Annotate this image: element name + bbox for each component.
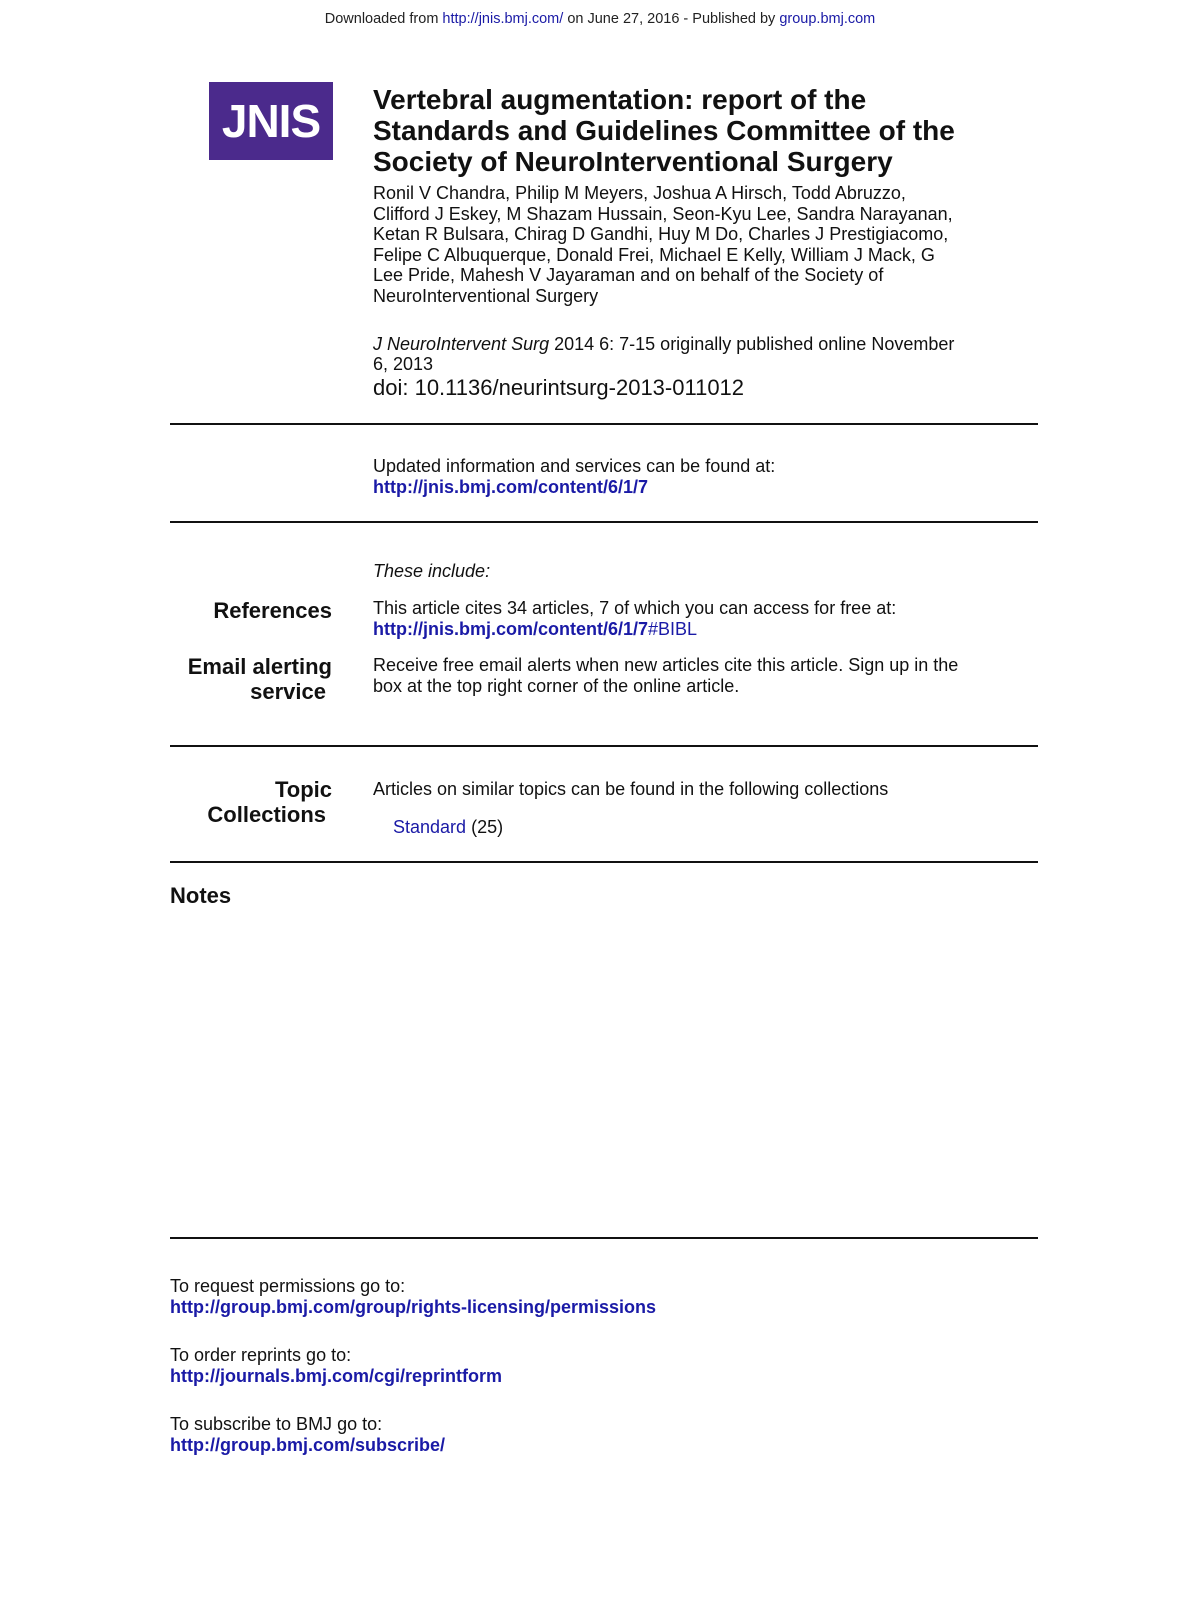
citation <box>373 334 1053 374</box>
jnis-logo <box>209 82 333 160</box>
author-line: Clifford J Eskey, M Shazam Hussain, Seon-Kyu Lee, Sandra Narayanan, <box>373 203 953 224</box>
subscribe-block <box>170 1414 445 1456</box>
reprints-block <box>170 1345 502 1387</box>
collection-item <box>393 817 1063 838</box>
email-alerting-line-2: box at the top right corner of the online article. <box>373 675 740 696</box>
download-middle: on June 27, 2016 - Published by <box>563 11 780 27</box>
download-notice <box>0 11 1200 27</box>
publisher-link[interactable]: group.bmj.com <box>779 11 876 27</box>
email-alerting-label <box>170 654 332 704</box>
author-line: Ronil V Chandra, Philip M Meyers, Joshua A Hirsch, Todd Abruzzo, <box>373 183 906 203</box>
permissions-link[interactable]: http://group.bmj.com/group/rights-licensing/permissions <box>170 1297 657 1317</box>
collection-count: (25) <box>471 817 504 837</box>
references-text: This article cites 34 articles, 7 of which you can access for free at: <box>373 598 897 618</box>
email-alerting-text <box>373 655 1053 696</box>
email-alerting-line-1: Receive free email alerts when new articles cite this article. Sign up in the <box>373 655 959 675</box>
divider <box>170 745 1038 747</box>
collection-standard-link[interactable]: Standard <box>393 817 467 837</box>
topic-collections-text: Articles on similar topics can be found in the following collections <box>373 779 889 799</box>
references-link[interactable] <box>373 619 697 639</box>
citation-details: 2014 6: 7-15 originally published online November <box>549 334 955 354</box>
divider <box>170 521 1038 523</box>
includes-heading: These include: <box>373 561 491 581</box>
divider <box>170 1237 1038 1239</box>
notes-heading: Notes <box>170 883 232 908</box>
permissions-text: To request permissions go to: <box>170 1276 406 1296</box>
updated-info-text: Updated information and services can be found at: <box>373 456 776 476</box>
topic-label-line-1: Topic <box>274 777 332 802</box>
article-title <box>373 84 1073 177</box>
citation-date: 6, 2013 <box>373 354 434 374</box>
references-block <box>373 598 1043 639</box>
title-line-1: Vertebral augmentation: report of the <box>373 84 867 115</box>
references-label: References <box>213 598 332 623</box>
references-url: http://jnis.bmj.com/content/6/1/7 <box>373 618 649 639</box>
email-alerting-label-line-1: Email alerting <box>187 654 332 679</box>
subscribe-text: To subscribe to BMJ go to: <box>170 1414 383 1434</box>
updated-info <box>373 456 1043 497</box>
email-alerting-label-line-2: service <box>250 679 326 704</box>
author-line: Felipe C Albuquerque, Donald Frei, Michael E Kelly, William J Mack, G <box>373 244 935 265</box>
author-list <box>373 183 1053 306</box>
topic-label-line-2: Collections <box>207 802 326 827</box>
subscribe-link[interactable]: http://group.bmj.com/subscribe/ <box>170 1435 446 1455</box>
topic-collections-label <box>170 777 332 827</box>
journal-name: J NeuroIntervent Surg <box>373 334 550 354</box>
article-url-link[interactable]: http://jnis.bmj.com/content/6/1/7 <box>373 476 649 497</box>
jnis-site-link[interactable]: http://jnis.bmj.com/ <box>442 11 564 27</box>
title-line-2: Standards and Guidelines Committee of the <box>373 115 955 146</box>
download-prefix: Downloaded from <box>324 11 443 27</box>
jnis-logo-text: JNIS <box>221 95 321 147</box>
references-anchor: #BIBL <box>648 618 698 639</box>
author-line: NeuroInterventional Surgery <box>373 285 599 306</box>
title-line-3: Society of NeuroInterventional Surgery <box>373 146 893 177</box>
reprints-text: To order reprints go to: <box>170 1345 352 1365</box>
doi: doi: 10.1136/neurintsurg-2013-011012 <box>373 375 745 400</box>
author-line: Ketan R Bulsara, Chirag D Gandhi, Huy M Do, Charles J Prestigiacomo, <box>373 224 949 244</box>
divider <box>170 861 1038 863</box>
divider <box>170 423 1038 425</box>
author-line: Lee Pride, Mahesh V Jayaraman and on behalf of the Society of <box>373 265 884 285</box>
reprints-link[interactable]: http://journals.bmj.com/cgi/reprintform <box>170 1366 503 1386</box>
permissions-block <box>170 1276 656 1318</box>
